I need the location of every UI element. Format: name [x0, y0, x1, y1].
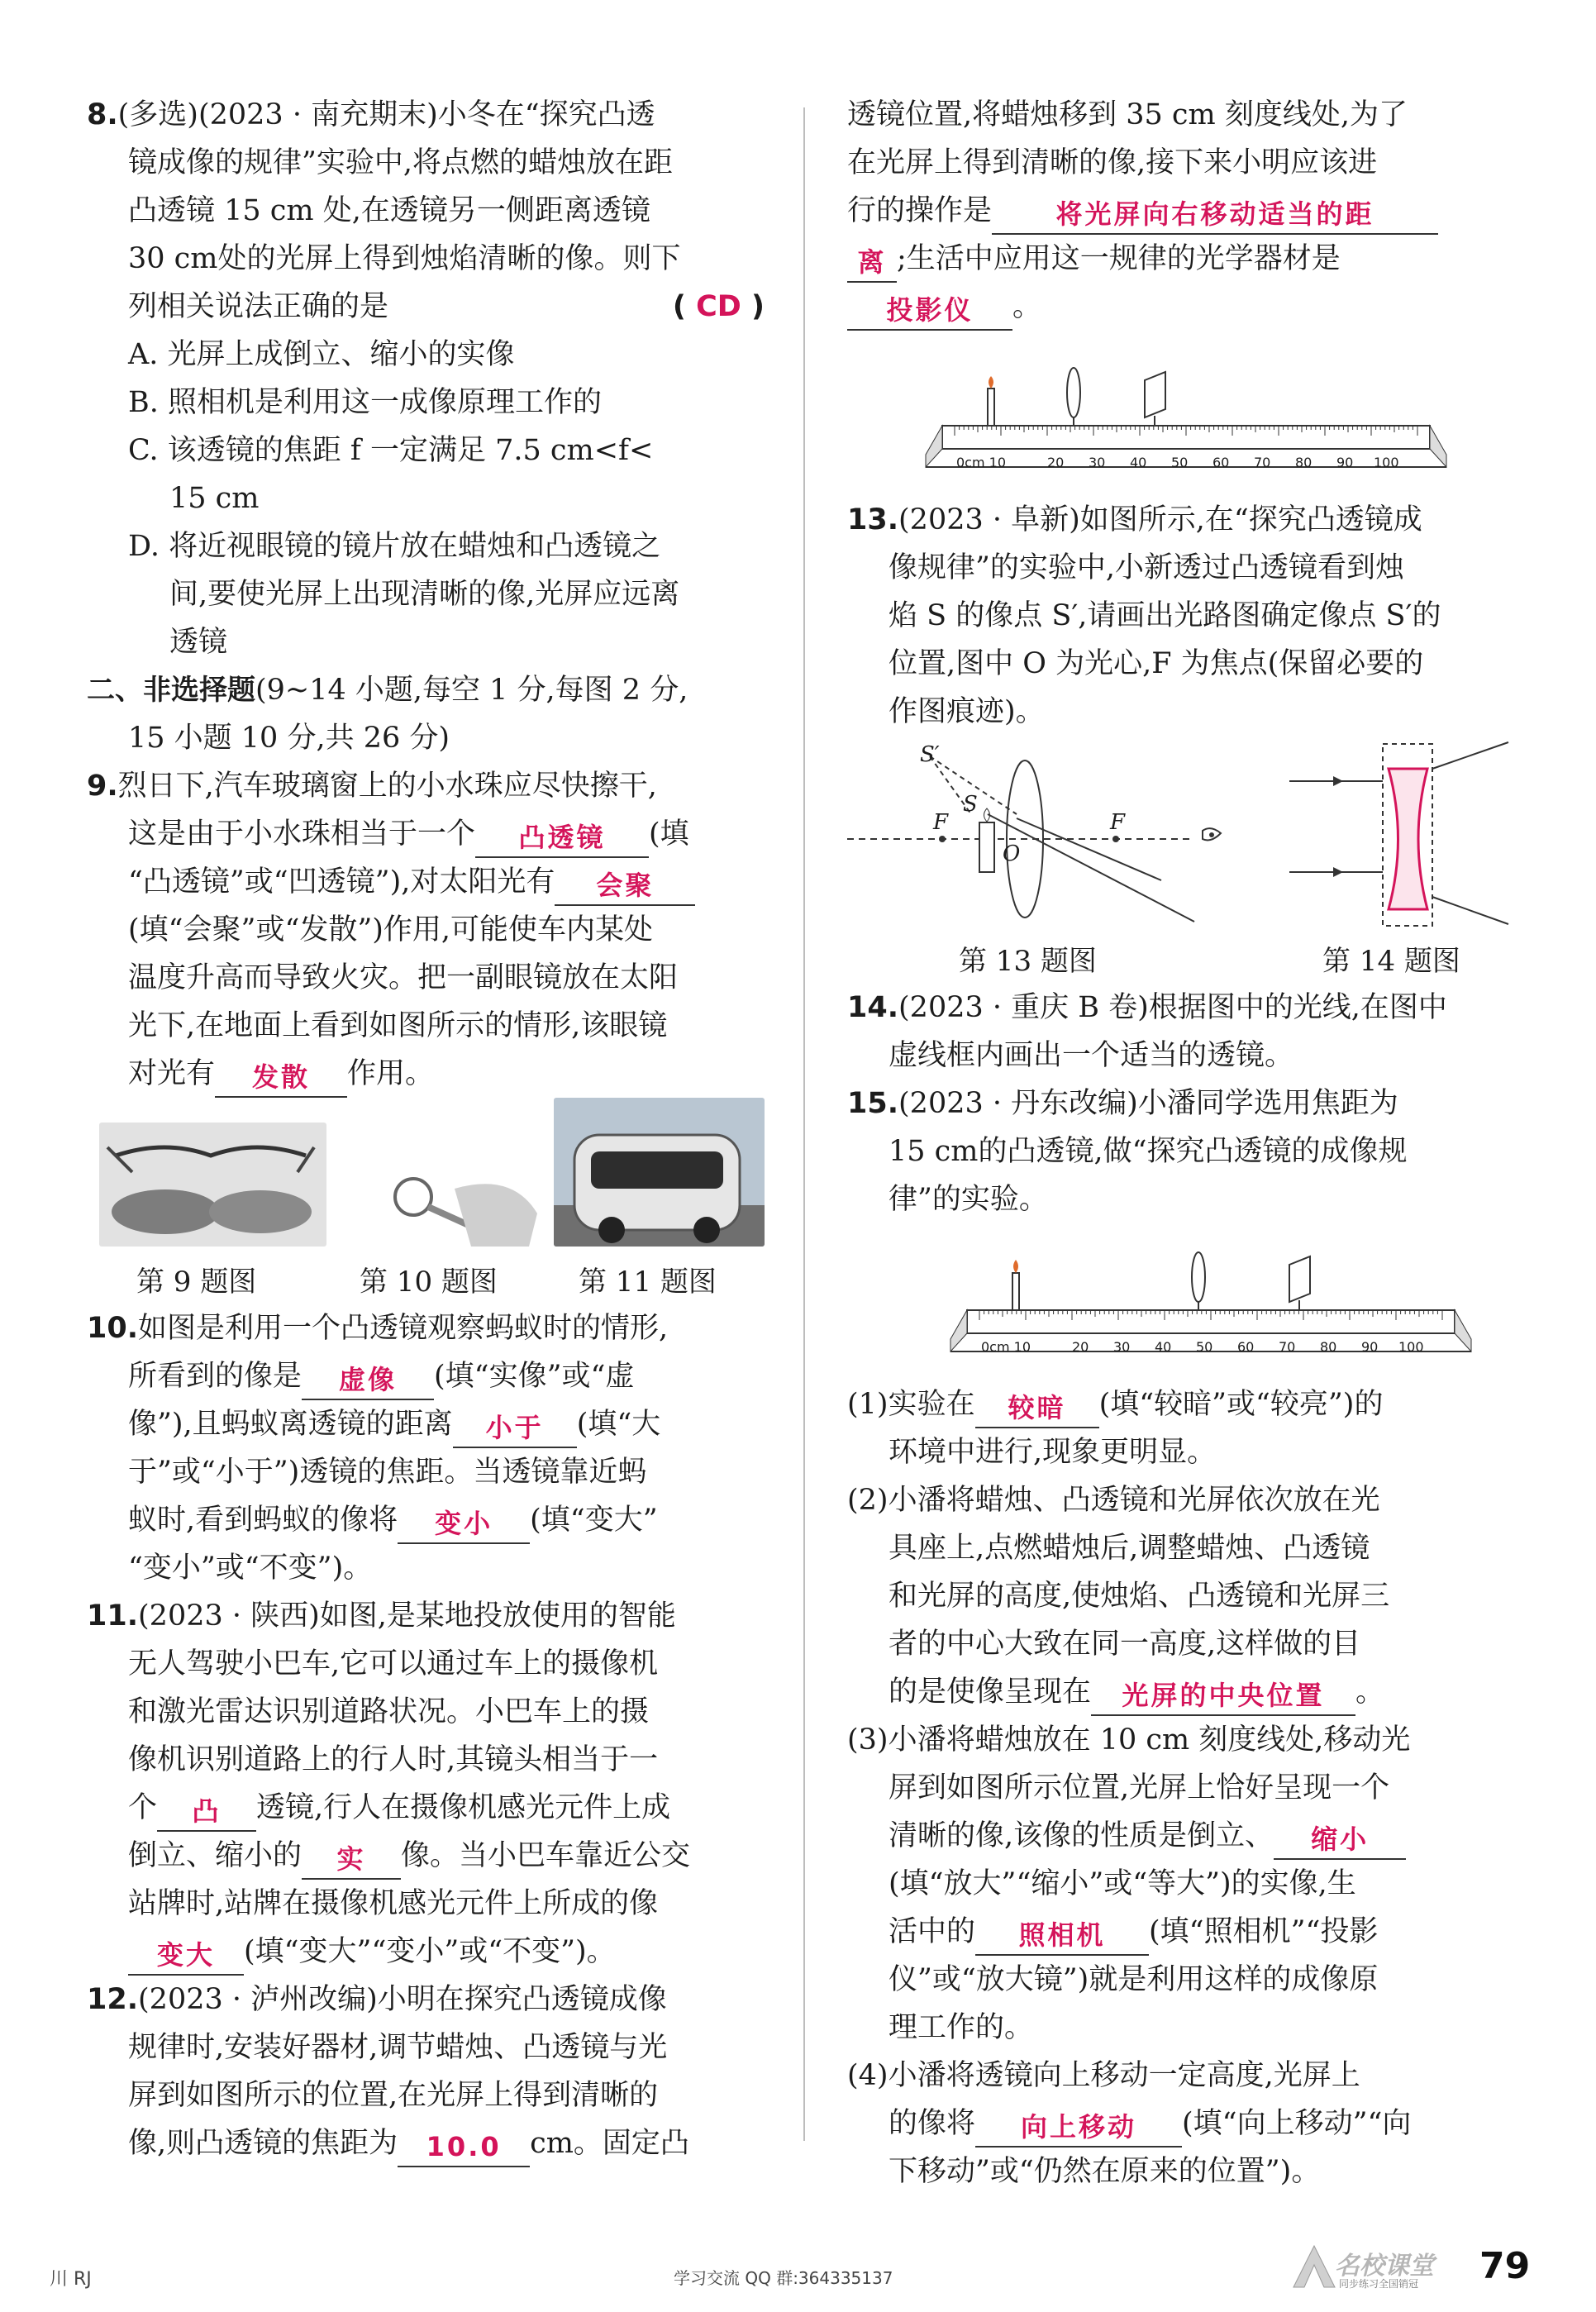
answer-blank: 凸	[157, 1792, 256, 1832]
question-12-continued: 透镜位置,将蜡烛移到 35 cm 刻度线处,为了 在光屏上得到清晰的像,接下来小明应该进 行的操作是 将光屏向右移动适当的距 离 ;生活中应用这一规律的光学器材是 投影仪 。	[847, 91, 1529, 331]
answer-blank: 凸透镜	[475, 818, 649, 858]
sunglasses-shadow-photo	[99, 1123, 326, 1247]
answer-blank: 投影仪	[847, 291, 1012, 331]
bench-tick-labels-2: 0cm 10 20 30 40 50 60 70 80 90 100	[981, 1339, 1424, 1355]
caption-fig13: 第 13 题图	[959, 945, 1097, 978]
answer-blank: 虚像	[302, 1361, 434, 1400]
option-b: B. 照相机是利用这一成像原理工作的	[128, 386, 602, 419]
question-15-parts: (1)实验在 较暗 (填“较暗”或“较亮”)的 环境中进行,现象更明显。 (2)小潘将蜡烛、凸透镜和光屏依次放在光 具座上,点燃蜡烛后,调整蜡烛、凸透镜 和光屏的高度,使烛焰、凸透镜和光屏三 者的中心大致在同一高度,这样做的目 的是使像呈现在 光屏的中央位置 。 (3)小潘将蜡烛放在 10 cm 刻度线处,移动光 屏到如图所示位置,光屏上恰好呈现一个 清晰的像,该像的性质是倒立、 缩小 (填“放大”“缩小”或“等大”)的实像,生 活中的 照相机 (填“照相机”“投影 仪”或“放大镜”)就是利用这样的成像原 理工作的。 (4)小潘将透镜向上移动一定高度,光屏上 的像将 向上移动 (填“向上移动”“向 下移动”或“仍然在原来的位置”)。	[847, 1388, 1412, 2188]
answer-blank: 变大	[128, 1936, 244, 1976]
brand-a-icon	[1289, 2242, 1339, 2291]
question-8: 8.(多选)(2023 · 南充期末)小冬在“探究凸透 镜成像的规律”实验中,将点燃的蜡烛放在距 凸透镜 15 cm 处,在透镜另一侧距离透镜 30 cm处的光屏上得到烛焰清晰的像。则下 列相关说法正确的是 ( CD ) A. 光屏上成倒立、缩小的实像 B. 照相机是利用这一成像原理工作的 C. 该透镜的焦距 f 一定满足 7.5 cm<f< 15 cm D. 将近视眼镜的镜片放在蜡烛和凸透镜之 间,要使光屏上出现清晰的像,光屏应远离 透镜	[87, 91, 773, 666]
column-divider	[803, 107, 805, 2141]
question-10: 10.如图是利用一个凸透镜观察蚂蚁时的情形, 所看到的像是 虚像 (填“实像”或“虚 像”),且蚂蚁离透镜的距离 小于 (填“大 于”或“小于”)透镜的焦距。当透镜靠近蚂 蚁时,看到蚂蚁的像将 变小 (填“变大” “变小”或“不变”)。	[87, 1312, 669, 1585]
answer-blank: 将光屏向右移动适当的距	[992, 195, 1438, 235]
figures-9-10-11	[87, 1098, 773, 1304]
question-11: 11.(2023 · 陕西)如图,是某地投放使用的智能 无人驾驶小巴车,它可以通过车上的摄像机 和激光雷达识别道路状况。小巴车上的摄 像机识别道路上的行人时,其镜头相当于一 个 凸 透镜,行人在摄像机感光元件上成 倒立、缩小的 实 像。当小巴车靠近公交 站牌时,站牌在摄像机感光元件上所成的像 变大 (填“变大”“变小”或“不变”)。	[87, 1592, 773, 1976]
brand-logo: 名校课堂 同步练习全国销冠	[1289, 2242, 1339, 2295]
answer-blank: 离	[847, 243, 897, 283]
caption-fig9: 第 9 题图	[136, 1266, 257, 1299]
section-2-heading: 二、非选择题(9~14 小题,每空 1 分,每图 2 分, 15 小题 10 分,共 26 分)	[87, 674, 688, 755]
option-c: C. 该透镜的焦距 f 一定满足 7.5 cm<f<	[128, 434, 654, 467]
optical-bench-q15	[847, 1223, 1529, 1380]
answer-blank: 变小	[398, 1504, 530, 1544]
caption-fig11: 第 11 题图	[579, 1266, 717, 1299]
question-14: 14.(2023 · 重庆 B 卷)根据图中的光线,在图中 虚线框内画出一个适当的透镜。	[847, 991, 1447, 1072]
left-column	[87, 91, 773, 2167]
answer-blank: 发散	[215, 1058, 347, 1098]
answer-blank: 实	[302, 1840, 401, 1880]
footer-edition: 川 RJ	[50, 2269, 92, 2290]
answer-blank: 小于	[453, 1409, 577, 1448]
answer-blank: 照相机	[975, 1916, 1149, 1956]
caption-fig10: 第 10 题图	[360, 1266, 498, 1299]
option-a: A. 光屏上成倒立、缩小的实像	[128, 338, 515, 371]
minibus-photo	[554, 1098, 765, 1247]
caption-fig14: 第 14 题图	[1322, 945, 1460, 978]
figures-13-14: S′ S F F O 第 13 题图 第 14 题图	[847, 736, 1529, 984]
option-d: D. 将近视眼镜的镜片放在蜡烛和凸透镜之	[128, 530, 661, 563]
magnifier-photo	[347, 1139, 545, 1247]
question-15: 15.(2023 · 丹东改编)小潘同学选用焦距为 15 cm的凸透镜,做“探究凸透镜的成像规 律”的实验。	[847, 1087, 1408, 1216]
question-9: 9.烈日下,汽车玻璃窗上的小水珠应尽快擦干, 这是由于小水珠相当于一个 凸透镜 (填 “凸透镜”或“凹透镜”),对太阳光有 会聚 (填“会聚”或“发散”)作用,可能使车内某处 温度升高而导致火灾。把一副眼镜放在太阳 光下,在地面上看到如图所示的情形,该眼镜 对光有 发散 作用。	[87, 762, 773, 1098]
right-column	[847, 91, 1529, 2195]
answer-blank: 10.0	[398, 2128, 530, 2167]
bench-tick-labels: 0cm 10 20 30 40 50 60 70 80 90 100	[956, 455, 1399, 470]
footer-qq-group: 学习交流 QQ 群:364335137	[674, 2268, 893, 2288]
optical-bench-q12	[847, 331, 1529, 496]
ray-diagrams	[847, 736, 1529, 934]
answer-blank: 向上移动	[975, 2108, 1182, 2148]
answer-blank: 较暗	[975, 1389, 1099, 1428]
answer-blank: 光屏的中央位置	[1091, 1676, 1355, 1716]
question-12: 12.(2023 · 泸州改编)小明在探究凸透镜成像 规律时,安装好器材,调节蜡烛、凸透镜与光 屏到如图所示的位置,在光屏上得到清晰的 像,则凸透镜的焦距为 10.0 cm。固定凸	[87, 1976, 773, 2167]
answer-blank: 缩小	[1274, 1820, 1406, 1860]
q8-answer: ( CD )	[672, 290, 765, 323]
page-number: 79	[1479, 2245, 1531, 2287]
question-13: 13.(2023 · 阜新)如图所示,在“探究凸透镜成 像规律”的实验中,小新透过凸透镜看到烛 焰 S 的像点 S′,请画出光路图确定像点 S′的 位置,图中 O 为光心,F 为焦点(保留必要的 作图痕迹)。	[847, 503, 1441, 728]
answer-blank: 会聚	[555, 866, 695, 906]
